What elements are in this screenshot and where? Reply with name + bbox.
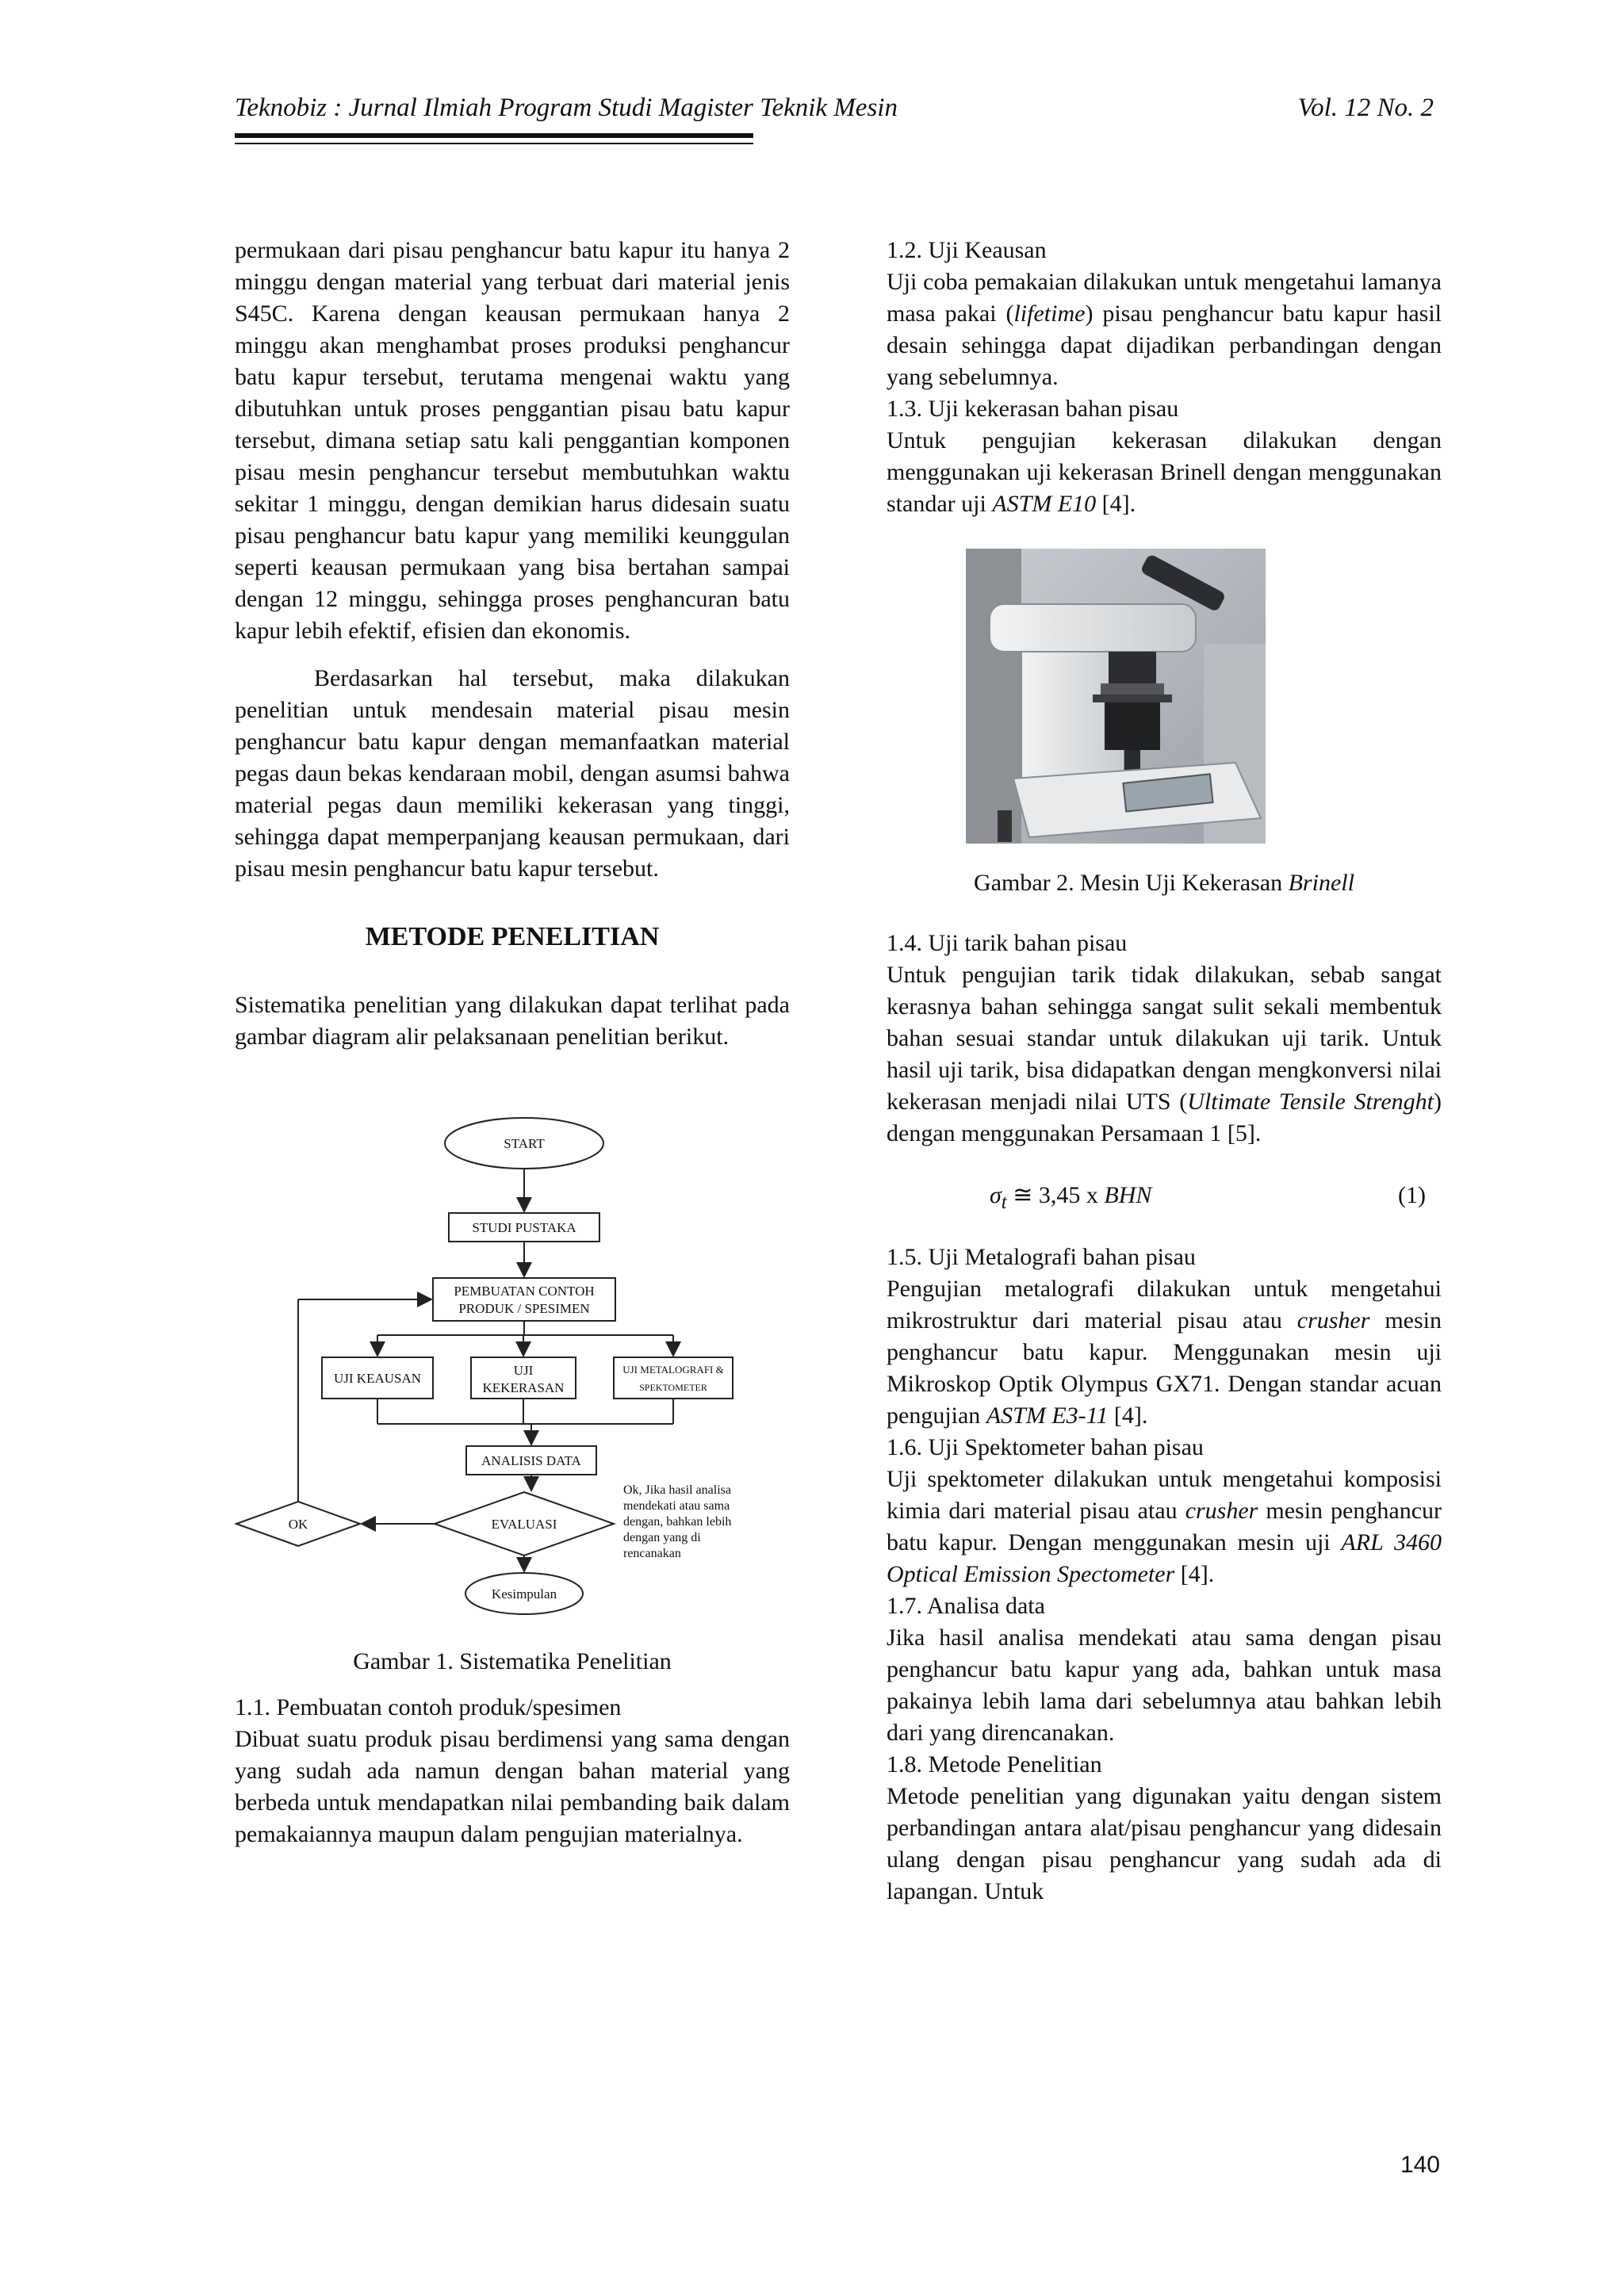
ok-label: OK (288, 1517, 308, 1532)
metalografi-label-2: SPEKTOMETER (639, 1382, 707, 1393)
equation-body: $\sigma_t$ ≅ 3,45 x BHN (990, 1182, 1152, 1213)
section-title: METODE PENELITIAN (365, 922, 660, 951)
paragraph-method: Sistematika penelitian yang dilakukan dapat terlihat pada gambar diagram alir pelaksanaan penelitian berikut. (235, 992, 790, 1050)
note-line-5: rencanakan (623, 1547, 681, 1560)
paragraph-intro-1: permukaan dari pisau penghancur batu kapur itu hanya 2 minggu dengan material yang terbuat dari material jenis S45C. Karena dengan keausan permukaan hanya 2 minggu akan menghambat proses produksi penghancur batu kapur tersebut, terutama mengenai waktu yang dibutuhkan untuk proses penggantian pisau batu kapur tersebut, dimana setiap satu kali penggantian komponen pisau mesin penghancur tersebut membutuhkan waktu sekitar 1 minggu, dengan demikian harus didesain suatu pisau penghancur batu kapur yang memiliki keunggulan seperti keausan permukaan yang bisa bertahan sampai dengan 12 minggu, sehingga proses penghancuran batu kapur lebih efektif, efisien dan ekonomis. (235, 237, 790, 644)
kekerasan-label-1: UJI (513, 1363, 534, 1378)
flowchart-svg (235, 1097, 790, 1628)
pembuatan-label-2: PRODUK / SPESIMEN (458, 1301, 590, 1316)
paragraph-1-3: Untuk pengujian kekerasan dilakukan dengan menggunakan uji kekerasan Brinell dengan menggunakan standar uji ASTM E10 [4]. (887, 427, 1442, 517)
paragraph-1-4: Untuk pengujian tarik tidak dilakukan, sebab sangat kerasnya bahan sehingga sangat sulit sekali membentuk bahan sesuai standar untuk dilakukan uji tarik. Untuk hasil uji tarik, bisa didapatkan dengan mengkonversi nilai kekerasan menjadi nilai UTS (Ultimate Tensile Strenght) dengan menggunakan Persamaan 1 [5]. (887, 962, 1442, 1146)
kesimpulan-label: Kesimpulan (491, 1586, 557, 1601)
note-line-3: dengan, bahkan lebih (623, 1515, 732, 1529)
keausan-label: UJI KEAUSAN (333, 1371, 422, 1386)
subheading-1-8: 1.8. Metode Penelitian (887, 1751, 1102, 1777)
studi-label: STUDI PUSTAKA (472, 1220, 576, 1235)
subheading-1-3: 1.3. Uji kekerasan bahan pisau (887, 396, 1179, 422)
brinell-machine-image (966, 549, 1266, 844)
brinell-machine-photo (966, 549, 1266, 844)
subheading-1-1: 1.1. Pembuatan contoh produk/spesimen (235, 1694, 622, 1720)
evaluasi-label: EVALUASI (491, 1517, 557, 1532)
paragraph-1-5: Pengujian metalografi dilakukan untuk mengetahui mikrostruktur dari material pisau atau crusher mesin penghancur batu kapur. Menggunakan mesin uji Mikroskop Optik Olympus GX71. Dengan standar acuan pengujian ASTM E3-11 [4]. (887, 1276, 1442, 1429)
paragraph-1-6: Uji spektometer dilakukan untuk mengetahui komposisi kimia dari material pisau atau crusher mesin penghancur batu kapur. Dengan menggunakan mesin uji ARL 3460 Optical Emission Spectometer [4]. (887, 1466, 1442, 1587)
metalografi-label-1: UJI METALOGRAFI & (622, 1364, 724, 1376)
paragraph-1-7: Jika hasil analisa mendekati atau sama dengan pisau penghancur batu kapur yang ada, bahkan untuk masa pakainya lebih lama dari sebelumnya atau bahkan lebih dari yang direncanakan. (887, 1624, 1442, 1746)
header-rule-thin (235, 143, 753, 144)
paragraph-1-8: Metode penelitian yang digunakan yaitu dengan sistem perbandingan antara alat/pisau penghancur yang didesain ulang dengan pisau penghancur yang sudah ada di lapangan. Untuk (887, 1783, 1442, 1904)
page-number: 140 (1400, 2152, 1440, 2178)
paragraph-1-2: Uji coba pemakaian dilakukan untuk mengetahui lamanya masa pakai (lifetime) pisau penghancur batu kapur hasil desain sehingga dapat dijadikan perbandingan dengan yang sebelumnya. (887, 269, 1442, 390)
paragraph-intro-2: Berdasarkan hal tersebut, maka dilakukan penelitian untuk mendesain material pisau mesin penghancur batu kapur dengan memanfaatkan material pegas daun bekas kendaraan mobil, dengan asumsi bahwa material pegas daun memiliki kekerasan yang tinggi, sehingga dapat memperpanjang keausan permukaan, dari pisau mesin penghancur batu kapur tersebut. (235, 665, 790, 882)
volume-label: Vol. 12 No. 2 (1297, 94, 1434, 122)
right-column (887, 235, 1442, 1908)
subheading-1-6: 1.6. Uji Spektometer bahan pisau (887, 1434, 1204, 1460)
note-line-2: mendekati atau sama (623, 1499, 730, 1513)
note-line-4: dengan yang di (623, 1531, 701, 1544)
left-column (235, 235, 790, 1850)
kekerasan-label-2: KEKERASAN (482, 1380, 565, 1395)
subheading-1-2: 1.2. Uji Keausan (887, 237, 1047, 263)
analisis-label: ANALISIS DATA (481, 1453, 581, 1468)
journal-title: Teknobiz : Jurnal Ilmiah Program Studi Magister Teknik Mesin (235, 94, 898, 122)
subheading-1-5: 1.5. Uji Metalografi bahan pisau (887, 1244, 1196, 1270)
equation-number: (1) (1398, 1182, 1426, 1208)
subheading-1-7: 1.7. Analisa data (887, 1593, 1045, 1619)
header-rule-thick (235, 133, 753, 138)
paragraph-1-1: Dibuat suatu produk pisau berdimensi yang sama dengan yang sudah ada namun dengan bahan material yang berbeda untuk mendapatkan nilai pembanding baik dalam pemakaiannya maupun dalam pengujian materialnya. (235, 1726, 790, 1847)
note-line-1: Ok, Jika hasil analisa (623, 1483, 731, 1497)
flowchart-figure (235, 1097, 790, 1628)
pembuatan-label-1: PEMBUATAN CONTOH (454, 1284, 595, 1299)
figure1-caption: Gambar 1. Sistematika Penelitian (353, 1648, 672, 1674)
subheading-1-4: 1.4. Uji tarik bahan pisau (887, 930, 1128, 956)
start-label: START (504, 1136, 545, 1151)
equation-1 (887, 1180, 1442, 1211)
figure2-caption: Gambar 2. Mesin Uji Kekerasan Brinell (974, 870, 1354, 896)
